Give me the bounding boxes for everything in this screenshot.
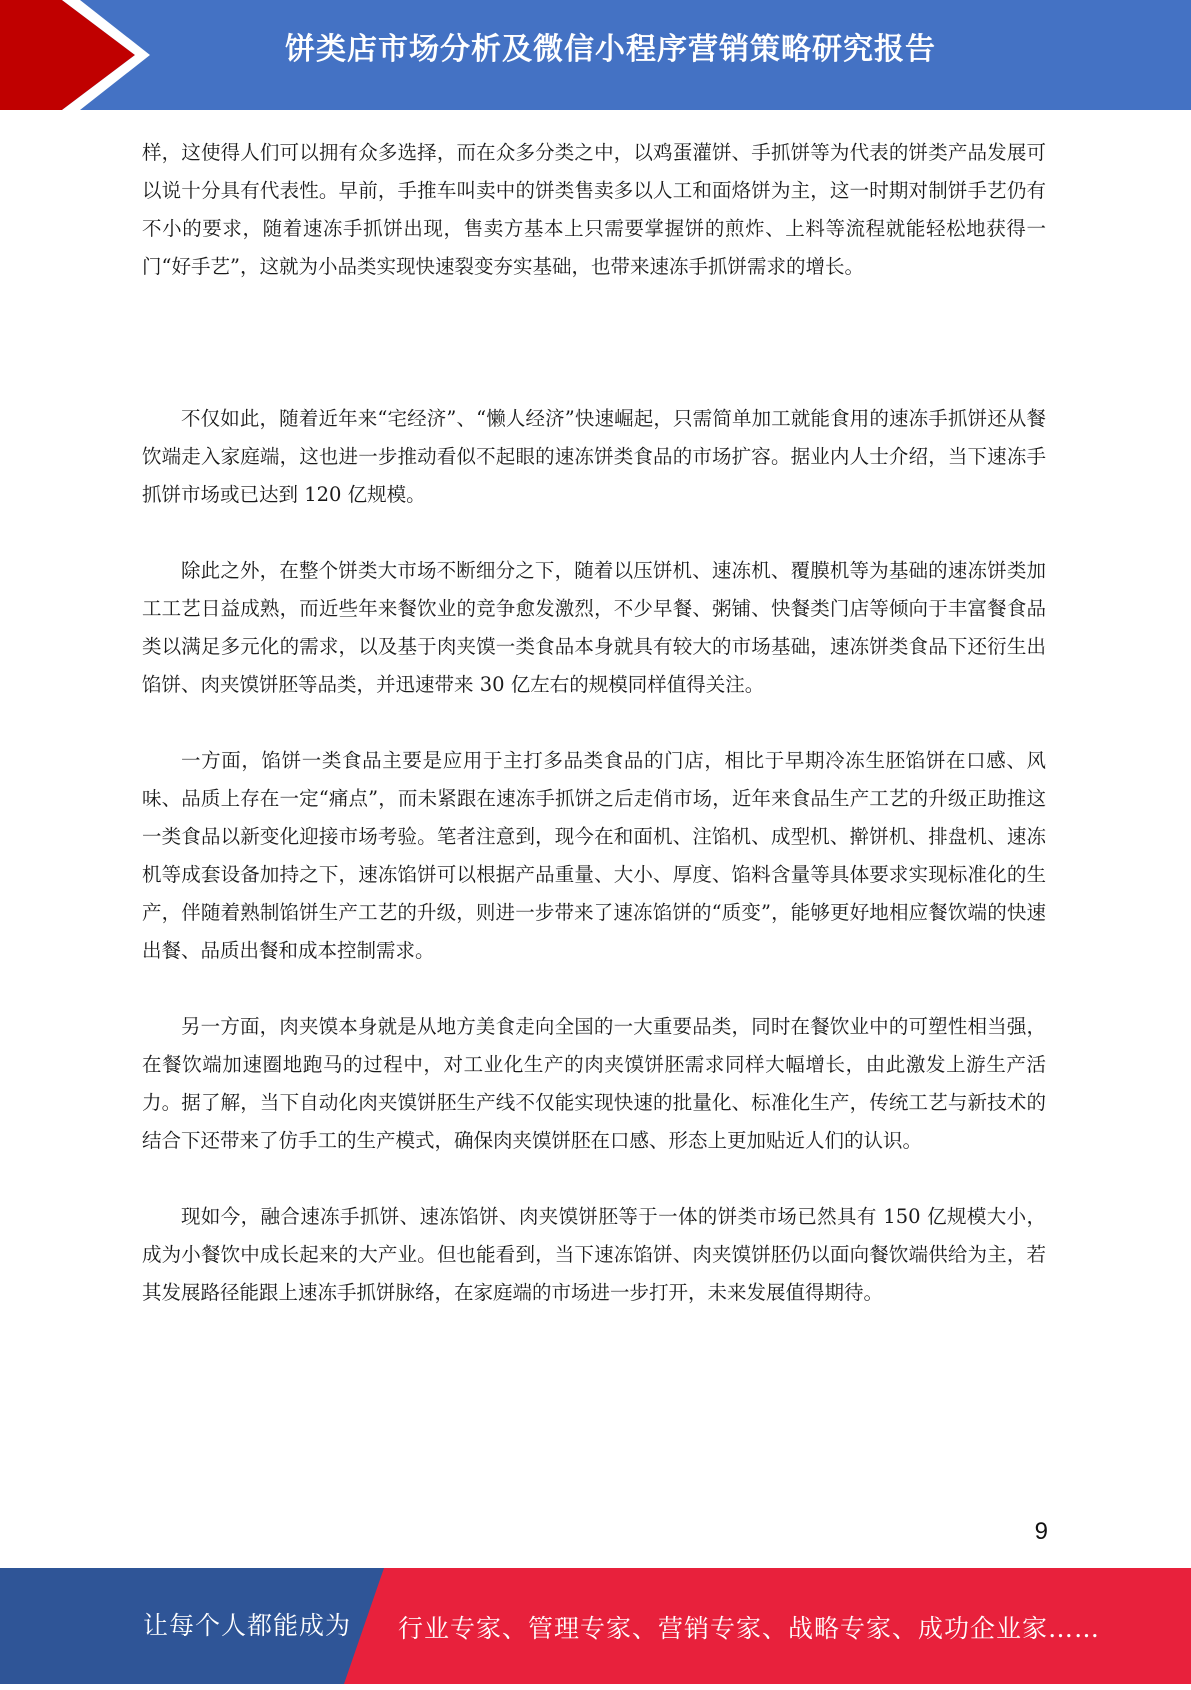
paragraph: 一方面，馅饼一类食品主要是应用于主打多品类食品的门店，相比于早期冷冻生胚馅饼在口感、风味、品质上存在一定“痛点”，而未紧跟在速冻手抓饼之后走俏市场，近年来食品生产工艺的升级正助推这一类食品以新变化迎接市场考验。笔者注意到，现今在和面机、注馅机、成型机、擀饼机、排盘机、速冻机等成套设备加持之下，速冻馅饼可以根据产品重量、大小、厚度、馅料含量等具体要求实现标准化的生产，伴随着熟制馅饼生产工艺的升级，则进一步带来了速冻馅饼的“质变”，能够更好地相应餐饮端的快速出餐、品质出餐和成本控制需求。 [142, 749, 1046, 962]
report-title: 饼类店市场分析及微信小程序营销策略研究报告 [285, 32, 936, 67]
header-chevron-icon [0, 0, 150, 110]
page-header [0, 0, 1191, 110]
footer-slogan-left: 让每个人都能成为 [143, 1611, 352, 1640]
paragraph-spacer [142, 286, 1046, 400]
paragraph-spacer [142, 970, 1046, 1008]
paragraph: 另一方面，肉夹馍本身就是从地方美食走向全国的一大重要品类，同时在餐饮业中的可塑性相当强，在餐饮端加速圈地跑马的过程中，对工业化生产的肉夹馍饼胚需求同样大幅增长，由此激发上游生产活力。据了解，当下自动化肉夹馍饼胚生产线不仅能实现快速的批量化、标准化生产，传统工艺与新技术的结合下还带来了仿手工的生产模式，确保肉夹馍饼胚在口感、形态上更加贴近人们的认识。 [142, 1015, 1046, 1152]
paragraph: 不仅如此，随着近年来“宅经济”、“懒人经济”快速崛起，只需简单加工就能食用的速冻手抓饼还从餐饮端走入家庭端，这也进一步推动看似不起眼的速冻饼类食品的市场扩容。据业内人士介绍，当下速冻手抓饼市场或已达到 120 亿规模。 [142, 407, 1046, 506]
paragraph: 现如今，融合速冻手抓饼、速冻馅饼、肉夹馍饼胚等于一体的饼类市场已然具有 150 亿规模大小，成为小餐饮中成长起来的大产业。但也能看到，当下速冻馅饼、肉夹馍饼胚仍以面向餐饮端供给为主，若其发展路径能跟上速冻手抓饼脉络，在家庭端的市场进一步打开，未来发展值得期待。 [142, 1205, 1046, 1304]
page-footer [0, 1568, 1191, 1684]
paragraph-spacer [142, 1160, 1046, 1198]
paragraph: 除此之外，在整个饼类大市场不断细分之下，随着以压饼机、速冻机、覆膜机等为基础的速冻饼类加工工艺日益成熟，而近些年来餐饮业的竞争愈发激烈，不少早餐、粥铺、快餐类门店等倾向于丰富餐食品类以满足多元化的需求，以及基于肉夹馍一类食品本身就具有较大的市场基础，速冻饼类食品下还衍生出馅饼、肉夹馍饼胚等品类，并迅速带来 30 亿左右的规模同样值得关注。 [142, 559, 1046, 696]
paragraph-continuation: 样，这使得人们可以拥有众多选择，而在众多分类之中，以鸡蛋灌饼、手抓饼等为代表的饼类产品发展可以说十分具有代表性。早前，手推车叫卖中的饼类售卖多以人工和面烙饼为主，这一时期对制饼手艺仍有不小的要求，随着速冻手抓饼出现，售卖方基本上只需要掌握饼的煎炸、上料等流程就能轻松地获得一门“好手艺”，这就为小品类实现快速裂变夯实基础，也带来速冻手抓饼需求的增长。 [142, 141, 1046, 278]
footer-slogan-right: 行业专家、管理专家、营销专家、战略专家、成功企业家…… [398, 1614, 1101, 1643]
article-body [142, 134, 1046, 1312]
page-number: 9 [1034, 1518, 1048, 1545]
paragraph-spacer [142, 514, 1046, 552]
paragraph-spacer [142, 704, 1046, 742]
